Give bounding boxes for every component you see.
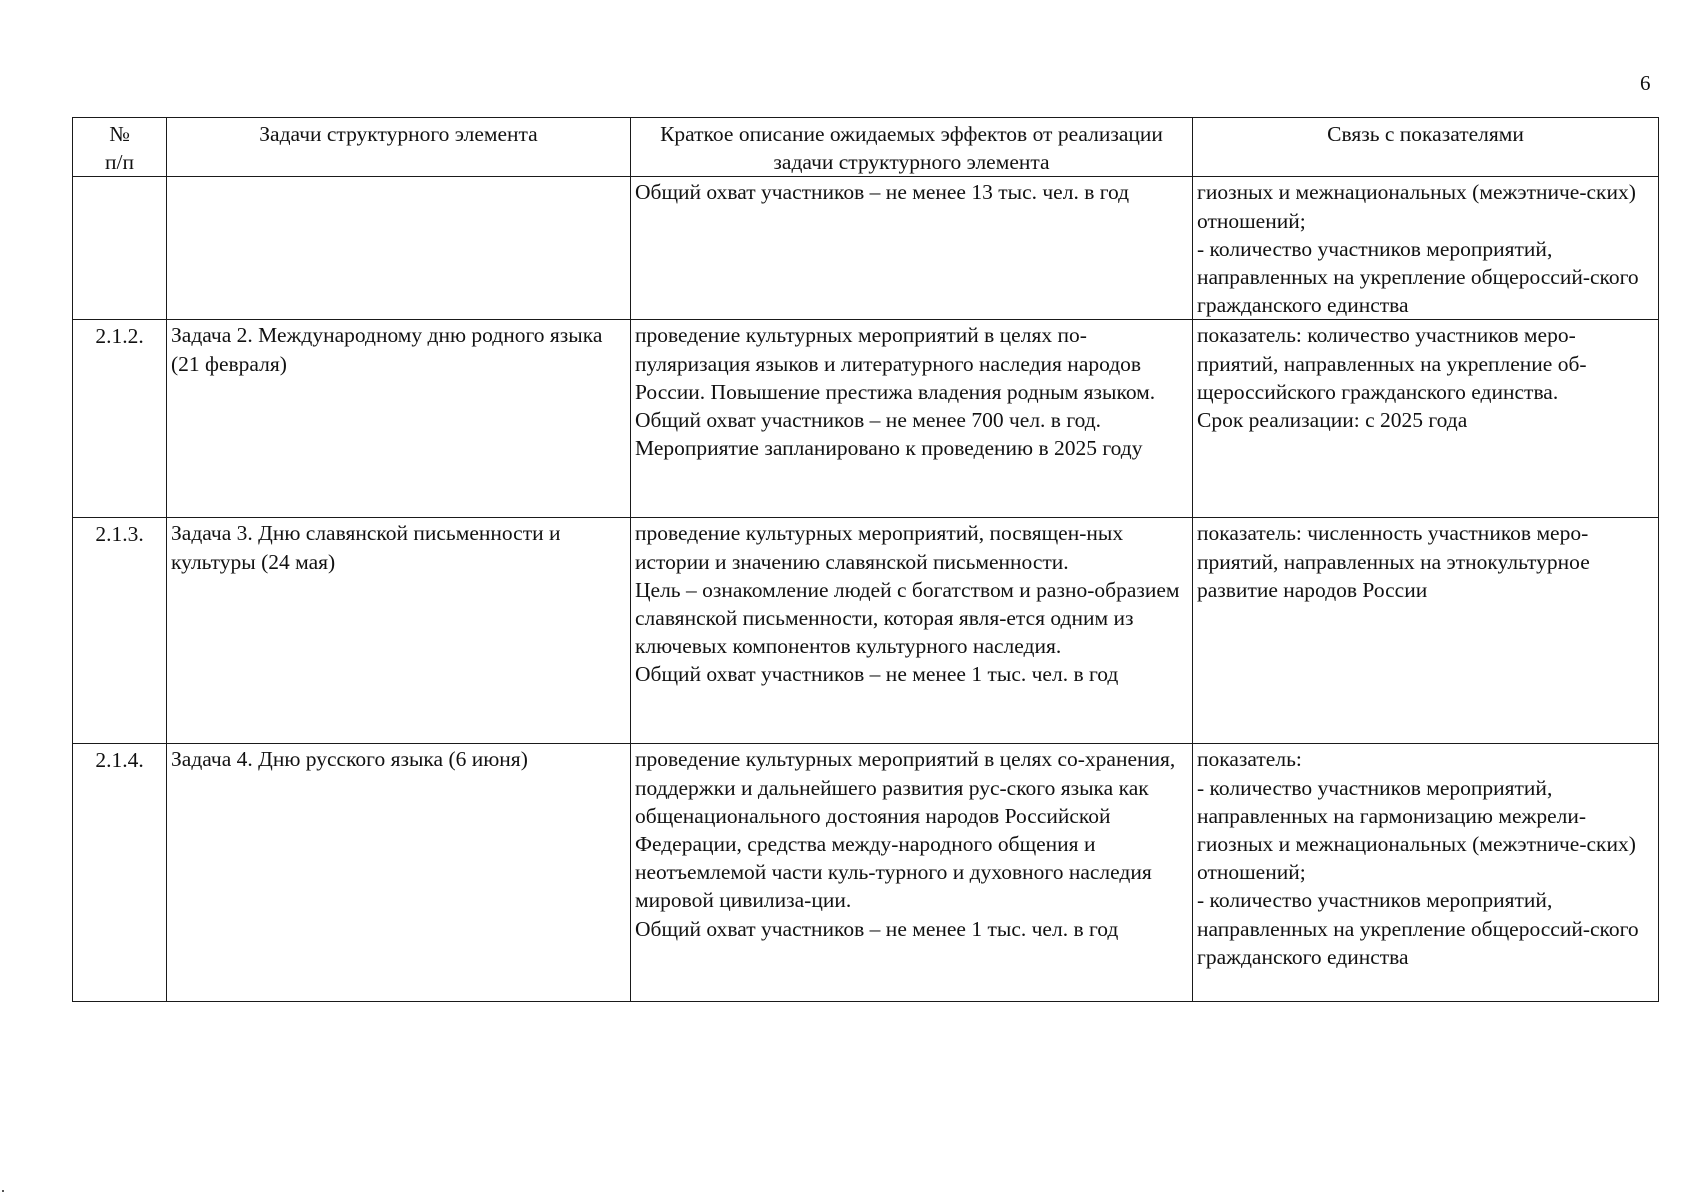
table-row: [73, 320, 1659, 518]
row-indicators: показатель: численность участников меро-приятий, направленных на этнокультурное развитие народов России: [1193, 518, 1659, 744]
row-indicators: показатель: - количество участников мероприятий, направленных на гармонизацию межрели-гиозных и межнациональных (межэтниче-ских) отношений; - количество участников мероприятий, направленных на укрепление общероссий-ского гражданского единства: [1193, 744, 1659, 1002]
row-number: 2.1.3.: [73, 518, 167, 744]
table-row: [73, 177, 1659, 320]
row-indicators: показатель: количество участников меро-приятий, направленных на укрепление об-щероссийского гражданского единства. Срок реализации: с 2025 года: [1193, 320, 1659, 518]
header-tasks: Задачи структурного элемента: [167, 118, 631, 177]
row-number: 2.1.2.: [73, 320, 167, 518]
table-row: [73, 744, 1659, 1002]
row-indicators: гиозных и межнациональных (межэтниче-ских) отношений; - количество участников мероприятий, направленных на укрепление общероссий-ского гражданского единства: [1193, 177, 1659, 320]
row-task: Задача 2. Международному дню родного языка (21 февраля): [167, 320, 631, 518]
row-description: проведение культурных мероприятий в целях со-хранения, поддержки и дальнейшего развития рус-ского языка как общенационального достояния народов Российской Федерации, средства между-народного общения и неотъемлемой части куль-турного и духовного наследия мировой цивилиза-ции. Общий охват участников – не менее 1 тыс. чел. в год: [631, 744, 1193, 1002]
row-description: проведение культурных мероприятий в целях по-пуляризация языков и литературного наследия народов России. Повышение престижа владения родным языком. Общий охват участников – не менее 700 чел. в год. Мероприятие запланировано к проведению в 2025 году: [631, 320, 1193, 518]
row-description: проведение культурных мероприятий, посвящен-ных истории и значению славянской письменности. Цель – ознакомление людей с богатством и разно-образием славянской письменности, которая явля-ется одним из ключевых компонентов культурного наследия. Общий охват участников – не менее 1 тыс. чел. в год: [631, 518, 1193, 744]
row-task: Задача 4. Дню русского языка (6 июня): [167, 744, 631, 1002]
table-header-row: [73, 118, 1659, 177]
page-number: 6: [1640, 71, 1651, 95]
row-number: [73, 177, 167, 320]
program-tasks-table: [72, 117, 1659, 1002]
header-indicators: Связь с показателями: [1193, 118, 1659, 177]
scan-artifact: [2, 1190, 4, 1192]
row-task: [167, 177, 631, 320]
table-row: [73, 518, 1659, 744]
header-number: № п/п: [73, 118, 167, 177]
header-description: Краткое описание ожидаемых эффектов от реализации задачи структурного элемента: [631, 118, 1193, 177]
row-description: Общий охват участников – не менее 13 тыс. чел. в год: [631, 177, 1193, 320]
row-task: Задача 3. Дню славянской письменности и культуры (24 мая): [167, 518, 631, 744]
row-number: 2.1.4.: [73, 744, 167, 1002]
